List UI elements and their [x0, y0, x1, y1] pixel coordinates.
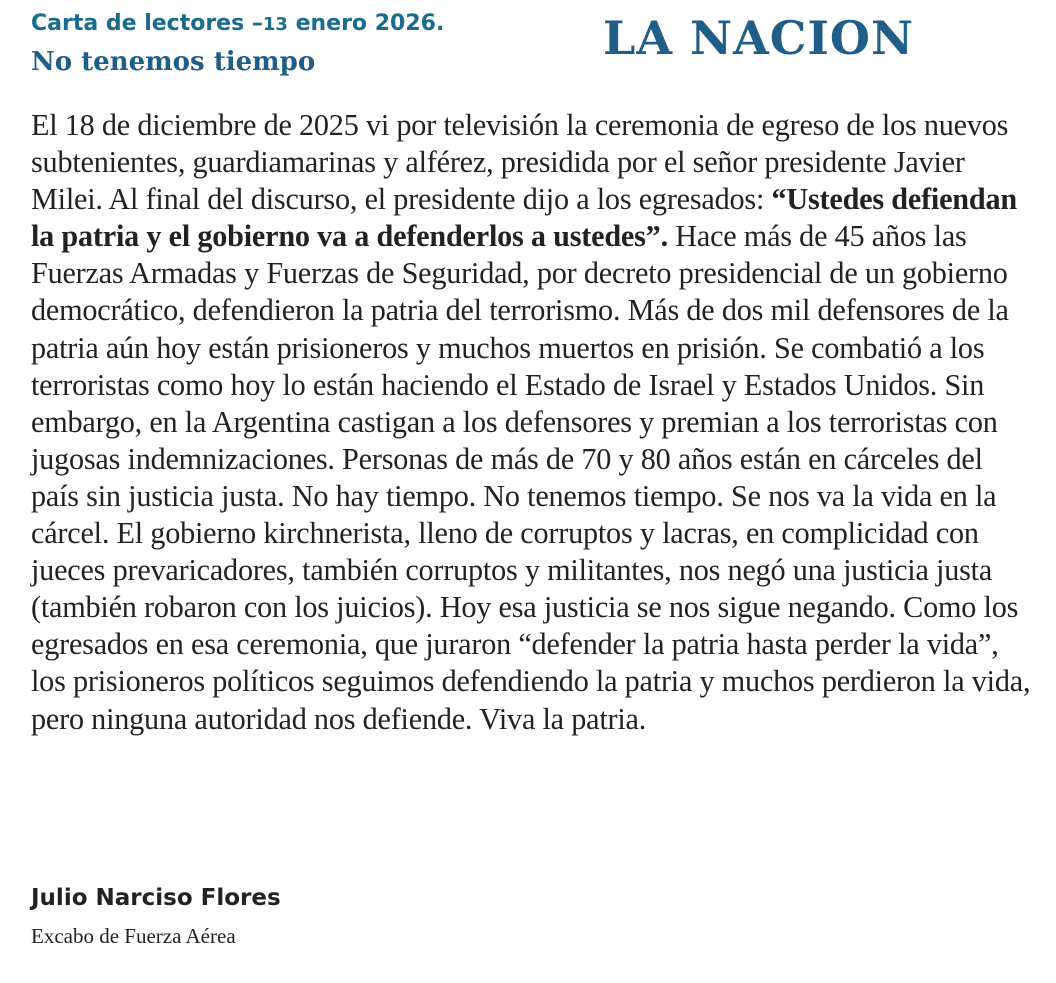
letter-headline: No tenemos tiempo	[31, 47, 316, 77]
kicker-text: Carta de lectores –	[31, 11, 263, 36]
body-text-intro: El 18 de diciembre de 2025 vi por televisión la ceremonia de egreso de los nuevos subtenientes, guardiamarinas y alférez, presidida por el señor presidente Javier Milei. Al final del discurso, el presidente dijo a los egresados:	[31, 108, 1009, 217]
kicker-date-rest: enero 2026.	[287, 11, 445, 36]
kicker-day: 13	[262, 14, 288, 35]
section-kicker	[31, 11, 444, 36]
newspaper-logo: LA NACION	[603, 11, 915, 65]
body-text-main: Hace más de 45 años las Fuerzas Armadas y Fuerzas de Seguridad, por decreto presidencial de un gobierno democrático, defendieron la patria del terrorismo. Más de dos mil defensores de la patria aún hoy están prisioneros y muchos muertos en prisión. Se combatió a los terroristas como hoy lo están haciendo el Estado de Israel y Estados Unidos. Sin embargo, en la Argentina castigan a los defensores y premian a los terroristas con jugosas indemnizaciones. Personas de más de 70 y 80 años están en cárceles del país sin justicia justa. No hay tiempo. No tenemos tiempo. Se nos va la vida en la cárcel. El gobierno kirchnerista, lleno de corruptos y lacras, en complicidad con jueces prevaricadores, también corruptos y militantes, nos negó una justicia justa (también robaron con los juicios). Hoy esa justicia se nos sigue negando. Como los egresados en esa ceremonia, que juraron “defender la patria hasta perder la vida”, los prisioneros políticos seguimos defendiendo la patria y muchos perdieron la vida, pero ninguna autoridad nos defiende. Viva la patria.	[31, 219, 1031, 736]
author-name: Julio Narciso Flores	[31, 885, 281, 911]
presidential-quote: “Ustedes defiendan la patria y el gobierno va a defenderlos a ustedes”.	[31, 182, 1017, 254]
letter-body	[31, 107, 1031, 738]
author-role: Excabo de Fuerza Aérea	[31, 924, 236, 948]
